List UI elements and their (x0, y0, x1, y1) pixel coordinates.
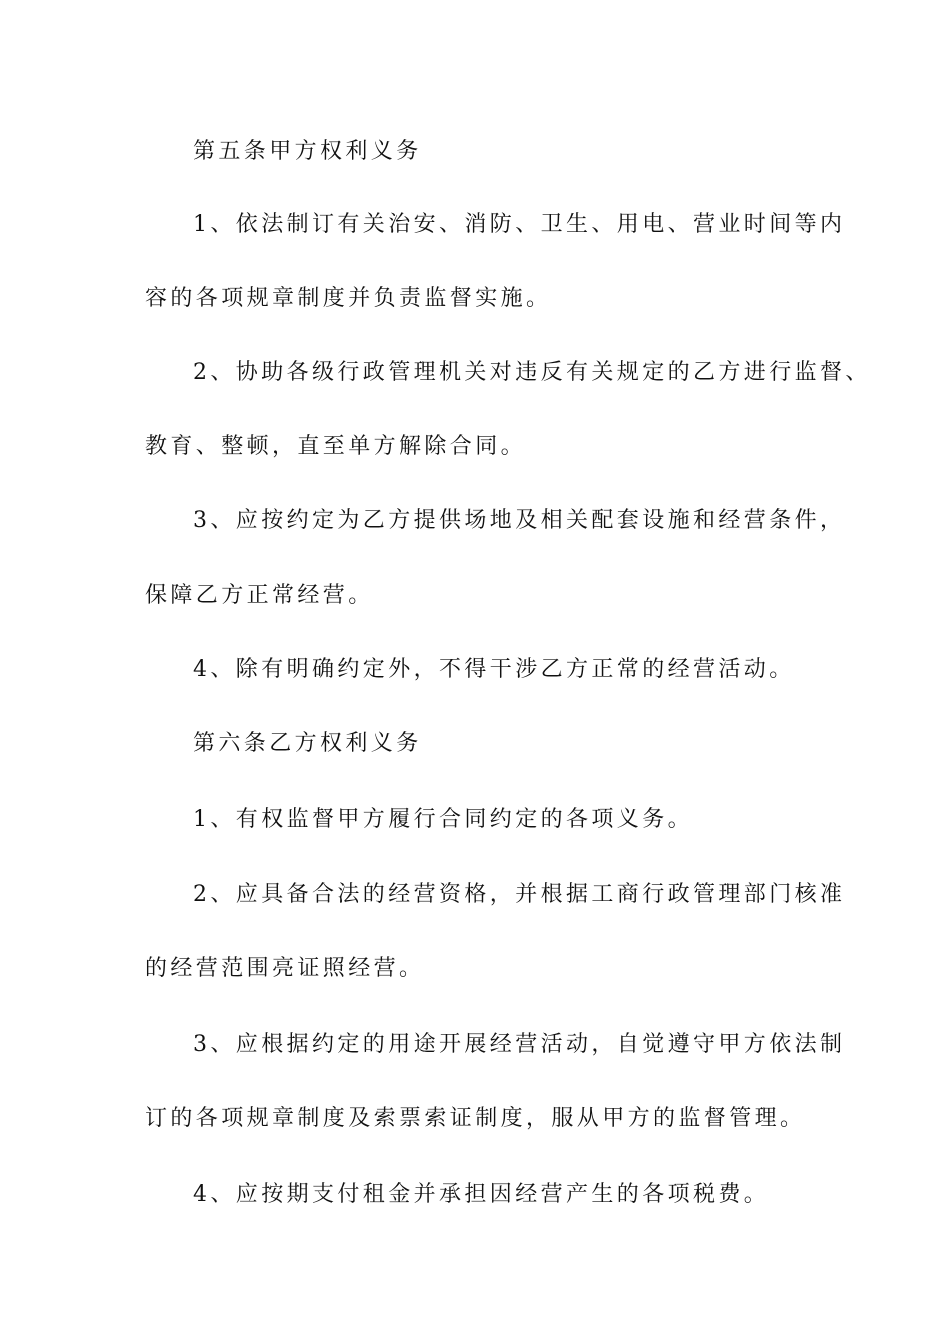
article-6-item-2-cont: 的经营范围亮证照经营。 (145, 956, 425, 981)
article-5-heading: 第五条甲方权利义务 (193, 139, 422, 164)
article-5-item-3-cont: 保障乙方正常经营。 (145, 583, 374, 608)
article-6-item-3: 3、应根据约定的用途开展经营活动，自觉遵守甲方依法制 (193, 1032, 846, 1057)
article-6-item-3-cont: 订的各项规章制度及索票索证制度，服从甲方的监督管理。 (145, 1106, 806, 1131)
article-6-heading: 第六条乙方权利义务 (193, 731, 422, 756)
article-5-item-1-cont: 容的各项规章制度并负责监督实施。 (145, 286, 552, 311)
article-5-item-3: 3、应按约定为乙方提供场地及相关配套设施和经营条件， (193, 508, 846, 533)
article-5-item-2: 2、协助各级行政管理机关对违反有关规定的乙方进行监督、 (193, 360, 871, 385)
article-5-item-1: 1、依法制订有关治安、消防、卫生、用电、营业时间等内 (193, 212, 846, 237)
article-5-item-2-cont: 教育、整顿，直至单方解除合同。 (145, 434, 527, 459)
article-6-item-1: 1、有权监督甲方履行合同约定的各项义务。 (193, 807, 693, 832)
article-6-item-4: 4、应按期支付租金并承担因经营产生的各项税费。 (193, 1182, 770, 1207)
article-6-item-2: 2、应具备合法的经营资格，并根据工商行政管理部门核准 (193, 882, 846, 907)
article-5-item-4: 4、除有明确约定外，不得干涉乙方正常的经营活动。 (193, 657, 795, 682)
